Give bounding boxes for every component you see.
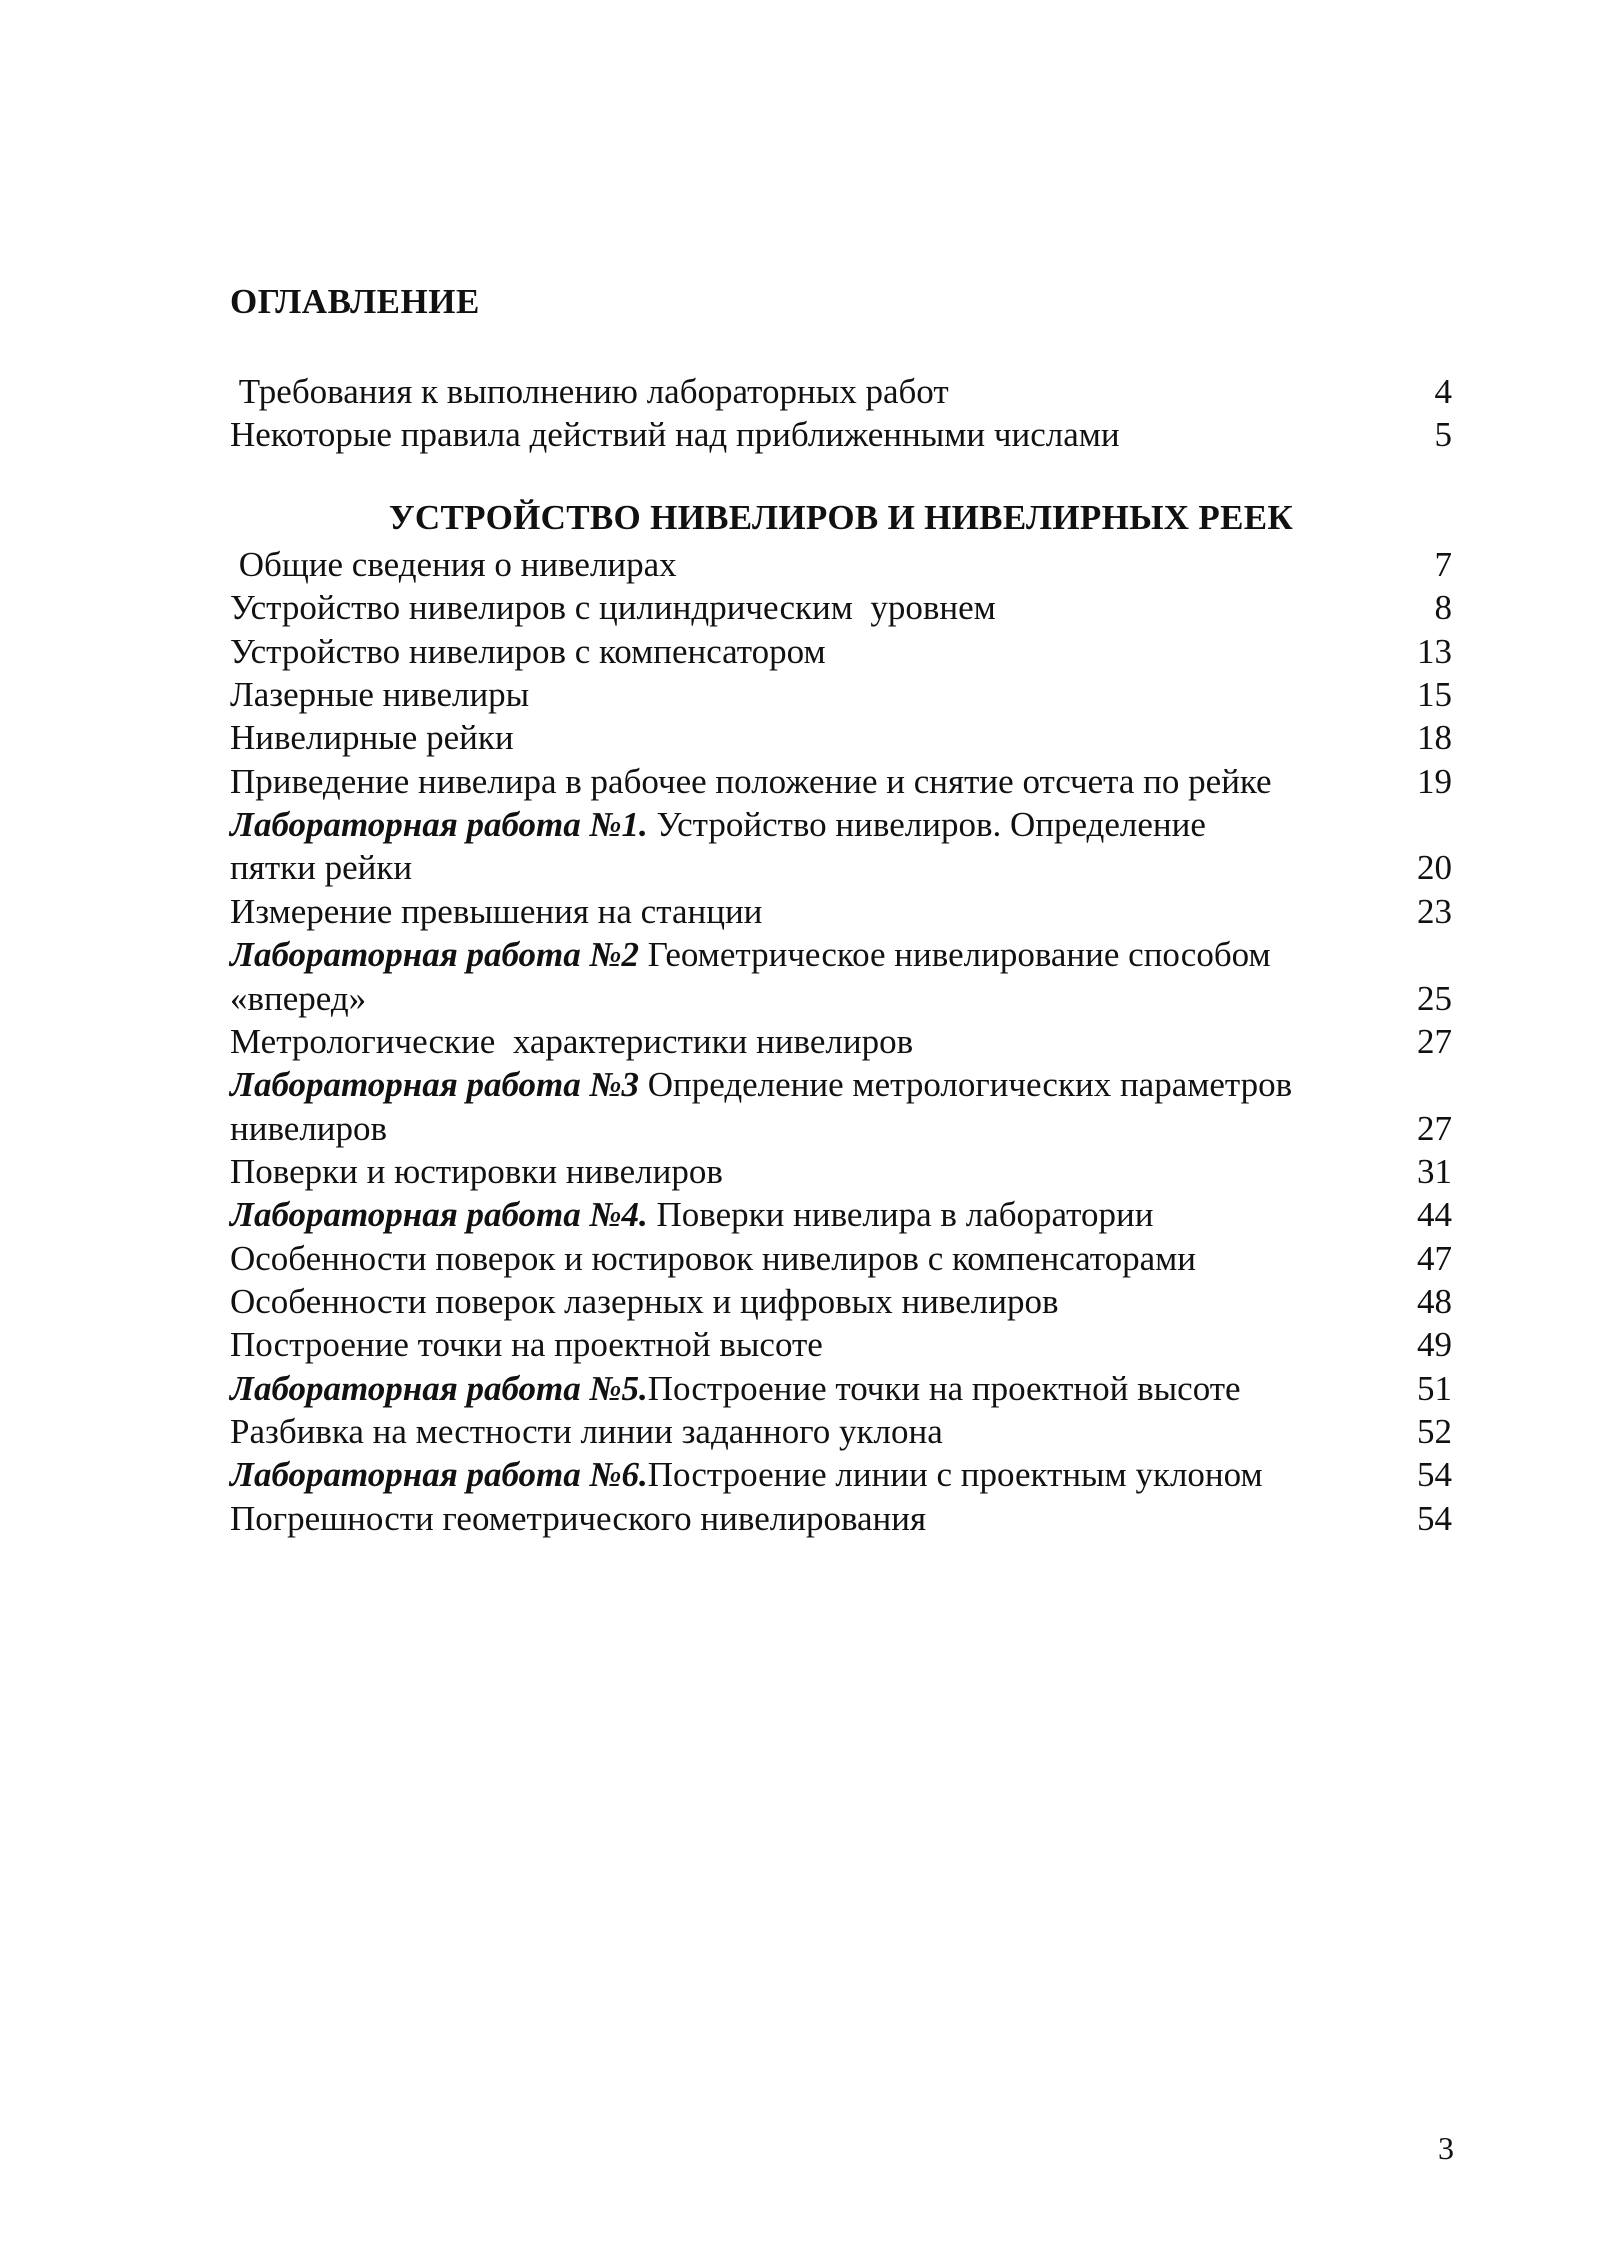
toc-entry-page: 8 (1434, 588, 1452, 628)
toc-entry-page: 54 (1417, 1498, 1452, 1538)
toc-entry[interactable] (230, 977, 1452, 1020)
toc-entry-title: Требования к выполнению лабораторных работ (230, 372, 949, 411)
toc-entry[interactable] (230, 803, 1452, 846)
toc-entry-page: 23 (1417, 891, 1452, 931)
toc-entry-text (230, 933, 1271, 976)
toc-entry[interactable] (230, 1193, 1452, 1236)
toc-entry-page: 48 (1417, 1281, 1452, 1321)
toc-entry-page: 31 (1417, 1151, 1452, 1191)
toc-entry-text (230, 977, 366, 1020)
toc-entry-text (230, 1107, 387, 1150)
toc-entry-title: Разбивка на местности линии заданного уклона (230, 1412, 943, 1451)
toc-entry[interactable] (230, 1323, 1452, 1366)
page-number: 3 (1438, 2130, 1454, 2166)
toc-entry-title: Общие сведения о нивелирах (230, 545, 677, 584)
toc-entry-text (230, 1020, 913, 1063)
toc-entry-title: Лазерные нивелиры (230, 675, 530, 715)
toc-entry-text (230, 1323, 823, 1366)
toc-entry-title: Определение метрологических параметров (639, 1065, 1293, 1105)
toc-entry-title: Погрешности геометрического нивелирования (230, 1498, 927, 1538)
toc-entry[interactable] (230, 933, 1452, 976)
toc-entry-page: 51 (1417, 1368, 1452, 1408)
toc-entry[interactable] (230, 1237, 1452, 1280)
toc-entry-title: нивелиров (230, 1108, 388, 1148)
toc-entry-page: 15 (1417, 675, 1452, 715)
toc-entry-page: 13 (1417, 631, 1452, 671)
toc-entry-title: Построение точки на проектной высоте (647, 1368, 1241, 1408)
toc-entry-page: 25 (1417, 978, 1452, 1018)
lab-work-label: Лабораторная работа №2 (230, 935, 639, 975)
toc-entry-text (230, 890, 762, 933)
toc-entry-text (230, 1150, 723, 1193)
toc-entry-text (230, 1497, 926, 1540)
toc-entry[interactable] (230, 1367, 1452, 1410)
toc-entry[interactable] (230, 1150, 1452, 1193)
toc-entry-page: 49 (1417, 1325, 1452, 1365)
toc-title: ОГЛАВЛЕНИЕ (230, 282, 480, 321)
toc-entry-page: 47 (1417, 1238, 1452, 1278)
toc-entry-title: Особенности поверок и юстировок нивелиров с компенсаторами (230, 1238, 1197, 1278)
toc-entry-text (230, 803, 1206, 846)
toc-entry[interactable] (230, 543, 1452, 586)
toc-entry[interactable] (230, 1453, 1452, 1496)
toc-entry[interactable] (230, 1497, 1452, 1540)
toc-entry-title: Особенности поверок лазерных и цифровых нивелиров (230, 1281, 1059, 1321)
toc-entry-title: «вперед» (230, 978, 367, 1018)
toc-entry-text (230, 543, 677, 586)
toc-entry[interactable] (230, 673, 1452, 716)
toc-entry-title: Некоторые правила действий над приближенными числами (230, 415, 1120, 454)
toc-entry-text (230, 1280, 1058, 1323)
toc-entry[interactable] (230, 846, 1452, 889)
toc-entry[interactable] (230, 630, 1452, 673)
toc-entry-title: Метрологические характеристики нивелиров (230, 1021, 914, 1061)
toc-entry-page: 18 (1417, 718, 1452, 758)
toc-entry-page: 27 (1417, 1021, 1452, 1061)
lab-work-label: Лабораторная работа №4. (230, 1195, 648, 1235)
lab-work-label: Лабораторная работа №3 (230, 1065, 639, 1105)
toc-entry-title: Устройство нивелиров с цилиндрическим уровнем (230, 588, 996, 628)
toc-entry-title: Геометрическое нивелирование способом (639, 935, 1271, 975)
toc-entry-title: Приведение нивелира в рабочее положение и снятие отсчета по рейке (230, 761, 1272, 801)
toc-entry-text (230, 1237, 1196, 1280)
toc-entry[interactable] (230, 413, 1452, 456)
toc-entry-page: 20 (1417, 848, 1452, 888)
toc-entry[interactable] (230, 586, 1452, 629)
toc-entry-page: 54 (1417, 1455, 1452, 1495)
toc-entry-text (230, 630, 826, 673)
toc-entry-title: Устройство нивелиров с компенсатором (230, 631, 826, 671)
toc-entry-title: Построение точки на проектной высоте (230, 1325, 823, 1365)
toc-entry-page: 52 (1417, 1412, 1452, 1451)
toc-entry-text (230, 673, 529, 716)
toc-entry[interactable] (230, 1410, 1452, 1453)
toc-entry-page: 44 (1417, 1195, 1452, 1235)
toc-entry-text (230, 760, 1272, 803)
toc-entry[interactable] (230, 890, 1452, 933)
toc-entry-text (230, 586, 996, 629)
toc-entry-title: Построение линии с проектным уклоном (647, 1455, 1263, 1495)
lab-work-label: Лабораторная работа №1. (230, 805, 648, 845)
toc-entry-text (230, 1453, 1263, 1496)
toc-entry[interactable] (230, 716, 1452, 759)
toc-entry[interactable] (230, 1063, 1452, 1106)
toc-entry-text (230, 1193, 1153, 1236)
toc-entry-text (230, 1410, 943, 1453)
toc-entry-text (230, 1367, 1241, 1410)
section-title: УСТРОЙСТВО НИВЕЛИРОВ И НИВЕЛИРНЫХ РЕЕК (388, 498, 1294, 537)
toc-entry-title: Устройство нивелиров. Определение (647, 805, 1206, 845)
toc-entry-title: Поверки и юстировки нивелиров (230, 1151, 723, 1191)
toc-entry-text (230, 846, 412, 889)
toc-entry-text (230, 716, 514, 759)
toc-entry-page: 4 (1434, 372, 1452, 411)
toc-entry-title: Нивелирные рейки (230, 718, 514, 758)
toc-entry[interactable] (230, 760, 1452, 803)
toc-entry-page: 19 (1417, 761, 1452, 801)
toc-entry-page: 7 (1434, 545, 1452, 584)
toc-entry-title: пятки рейки (230, 848, 413, 888)
toc-entry-title: Поверки нивелира в лаборатории (647, 1195, 1154, 1235)
toc-entry[interactable] (230, 1280, 1452, 1323)
toc-entry[interactable] (230, 1107, 1452, 1150)
toc-entry[interactable] (230, 370, 1452, 413)
toc-entry-page: 27 (1417, 1108, 1452, 1148)
toc-entry-text (230, 1063, 1292, 1106)
toc-entry-title: Измерение превышения на станции (230, 891, 763, 931)
toc-entry[interactable] (230, 1020, 1452, 1063)
lab-work-label: Лабораторная работа №5. (230, 1368, 648, 1408)
toc-entry-page: 5 (1434, 415, 1452, 454)
toc-entry-text (230, 370, 949, 413)
toc-entry-text (230, 413, 1120, 456)
lab-work-label: Лабораторная работа №6. (230, 1455, 648, 1495)
